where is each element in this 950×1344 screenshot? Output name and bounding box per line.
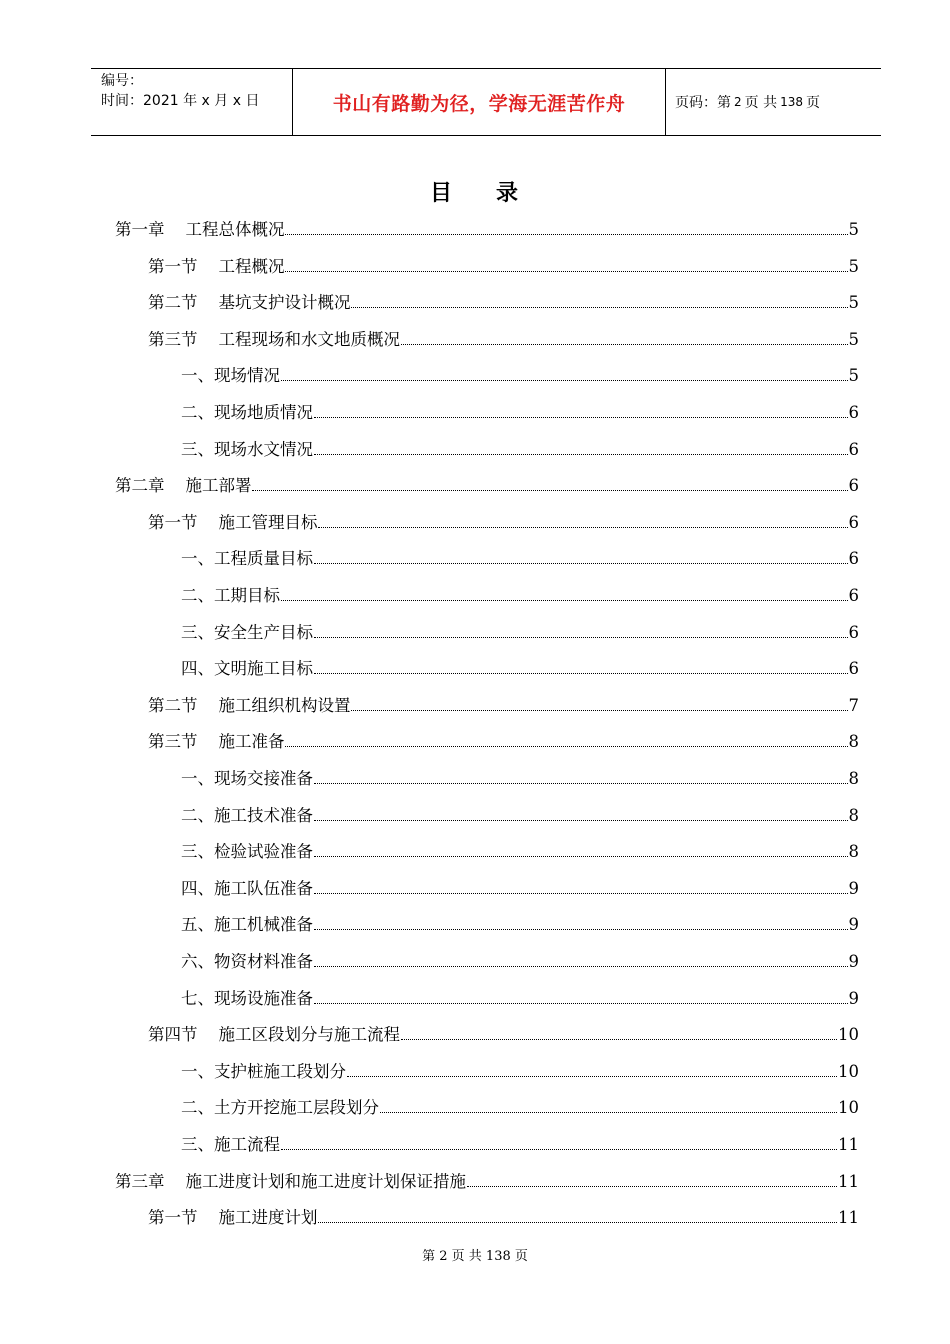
toc-entry[interactable] bbox=[148, 510, 859, 536]
toc-entry[interactable] bbox=[148, 693, 859, 719]
toc-entry-page: 10 bbox=[838, 1098, 859, 1118]
toc-entry-label: 一、现场情况 bbox=[181, 366, 280, 386]
toc-entry-page: 5 bbox=[848, 220, 859, 239]
toc-entry-page: 6 bbox=[848, 439, 859, 459]
toc-entry-page: 10 bbox=[838, 1061, 859, 1081]
toc-dot-leader bbox=[314, 1003, 848, 1004]
toc-entry-label: 四、文明施工目标 bbox=[181, 659, 313, 679]
toc-dot-leader bbox=[281, 600, 848, 601]
toc-entry-page: 7 bbox=[848, 695, 859, 715]
page-total: 138 bbox=[780, 95, 803, 109]
toc-dot-leader bbox=[314, 929, 848, 930]
toc-entry[interactable] bbox=[181, 912, 859, 938]
toc-dot-leader bbox=[285, 271, 847, 272]
toc-entry[interactable] bbox=[181, 363, 859, 389]
document-date-label: 时间：2021 年 x 月 x 日 bbox=[101, 93, 260, 109]
toc-entry-label: 二、施工技术准备 bbox=[181, 805, 313, 825]
toc-entry-page: 8 bbox=[848, 842, 859, 862]
header-motto: 书山有路勤为径，学海无涯苦作舟 bbox=[293, 69, 666, 135]
toc-dot-leader bbox=[351, 307, 847, 308]
toc-entry[interactable] bbox=[181, 766, 859, 792]
toc-entry[interactable] bbox=[181, 949, 859, 975]
toc-entry-label: 第一章 工程总体概况 bbox=[115, 220, 285, 239]
toc-entry-label: 第二章 施工部署 bbox=[115, 476, 252, 496]
toc-entry-label: 第一节 工程概况 bbox=[148, 256, 285, 276]
toc-entry-label: 第四节 施工区段划分与施工流程 bbox=[148, 1025, 400, 1045]
toc-entry[interactable] bbox=[115, 1169, 859, 1195]
toc-entry[interactable] bbox=[115, 473, 859, 499]
toc-entry-label: 二、现场地质情况 bbox=[181, 403, 313, 422]
toc-entry[interactable] bbox=[148, 254, 859, 280]
toc-entry-label: 二、土方开挖施工层段划分 bbox=[181, 1098, 379, 1118]
toc-entry-label: 一、工程质量目标 bbox=[181, 549, 313, 569]
toc-entry[interactable] bbox=[181, 839, 859, 865]
toc-dot-leader bbox=[252, 490, 847, 491]
toc-entry-page: 9 bbox=[848, 878, 859, 898]
toc-entry-label: 第一节 施工进度计划 bbox=[148, 1208, 318, 1228]
toc-entry-label: 三、施工流程 bbox=[181, 1135, 280, 1154]
toc-title bbox=[0, 176, 950, 207]
toc-entry[interactable] bbox=[148, 1022, 859, 1048]
toc-entry-page: 11 bbox=[838, 1171, 859, 1191]
toc-entry-label: 第三章 施工进度计划和施工进度计划保证措施 bbox=[115, 1171, 466, 1191]
header-page-info bbox=[666, 69, 881, 135]
toc-entry[interactable] bbox=[181, 1059, 859, 1085]
toc-title-left: 目 bbox=[429, 180, 454, 206]
toc-dot-leader bbox=[285, 234, 847, 235]
toc-entry-label: 四、施工队伍准备 bbox=[181, 878, 313, 898]
toc-dot-leader bbox=[281, 380, 848, 381]
toc-entry-label: 一、现场交接准备 bbox=[181, 769, 313, 788]
toc-entry-label: 五、施工机械准备 bbox=[181, 915, 313, 935]
toc-entry-label: 六、物资材料准备 bbox=[181, 952, 313, 971]
toc-dot-leader bbox=[467, 1186, 837, 1187]
toc-dot-leader bbox=[314, 820, 848, 821]
toc-entry[interactable] bbox=[181, 620, 859, 646]
toc-dot-leader bbox=[314, 893, 848, 894]
toc-entry-page: 5 bbox=[848, 293, 859, 313]
header-meta-cell bbox=[91, 69, 293, 135]
toc-title-right: 录 bbox=[496, 180, 521, 206]
toc-entry-label: 三、检验试验准备 bbox=[181, 842, 313, 862]
toc-entry[interactable] bbox=[181, 803, 859, 829]
toc-entry-page: 11 bbox=[838, 1208, 859, 1228]
toc-entry-label: 第三节 施工准备 bbox=[148, 732, 285, 752]
toc-entry[interactable] bbox=[181, 656, 859, 682]
toc-entry-page: 6 bbox=[848, 549, 859, 569]
toc-dot-leader bbox=[401, 1039, 837, 1040]
toc-entry-page: 11 bbox=[838, 1135, 859, 1154]
toc-entry[interactable] bbox=[181, 583, 859, 609]
toc-entry[interactable] bbox=[148, 1205, 859, 1231]
toc-entry-page: 6 bbox=[848, 622, 859, 642]
toc-entry-page: 6 bbox=[848, 476, 859, 496]
toc-dot-leader bbox=[314, 783, 848, 784]
toc-entry-label: 第二节 施工组织机构设置 bbox=[148, 695, 351, 715]
toc-dot-leader bbox=[314, 673, 848, 674]
toc-entry-page: 8 bbox=[848, 805, 859, 825]
toc-entry-page: 5 bbox=[848, 329, 859, 349]
toc-entry-page: 9 bbox=[848, 915, 859, 935]
toc-entry[interactable] bbox=[181, 1132, 859, 1158]
toc-entry-label: 一、支护桩施工段划分 bbox=[181, 1061, 346, 1081]
toc-entry[interactable] bbox=[148, 729, 859, 755]
document-header bbox=[91, 68, 881, 136]
toc-entry-page: 6 bbox=[848, 512, 859, 532]
toc-entry-label: 二、工期目标 bbox=[181, 586, 280, 605]
toc-dot-leader bbox=[318, 527, 847, 528]
toc-dot-leader bbox=[318, 1222, 837, 1223]
document-number-label: 编号： bbox=[101, 73, 143, 89]
toc-entry[interactable] bbox=[148, 327, 859, 353]
page-footer: 第 2 页 共 138 页 bbox=[422, 1249, 528, 1264]
toc-dot-leader bbox=[281, 1149, 837, 1150]
toc-entry-label: 第一节 施工管理目标 bbox=[148, 512, 318, 532]
toc-entry-page: 5 bbox=[848, 366, 859, 386]
toc-dot-leader bbox=[314, 563, 848, 564]
toc-entry-page: 5 bbox=[848, 256, 859, 276]
toc-entry-page: 9 bbox=[848, 988, 859, 1008]
toc-entry-page: 10 bbox=[838, 1025, 859, 1045]
toc-entry-label: 七、现场设施准备 bbox=[181, 988, 313, 1008]
toc-entry-label: 第三节 工程现场和水文地质概况 bbox=[148, 329, 400, 349]
toc-entry[interactable] bbox=[181, 400, 859, 426]
toc-entry-page: 6 bbox=[848, 403, 859, 422]
toc-entry-page: 8 bbox=[848, 732, 859, 752]
toc-dot-leader bbox=[314, 417, 848, 418]
toc-entry-page: 6 bbox=[848, 659, 859, 679]
toc-entry[interactable] bbox=[115, 217, 859, 243]
toc-entry-page: 6 bbox=[848, 586, 859, 605]
toc-dot-leader bbox=[401, 344, 848, 345]
toc-dot-leader bbox=[314, 966, 848, 967]
toc-entry[interactable] bbox=[148, 290, 859, 316]
toc-dot-leader bbox=[380, 1112, 837, 1113]
toc-entry[interactable] bbox=[181, 546, 859, 572]
toc-dot-leader bbox=[285, 746, 847, 747]
toc-dot-leader bbox=[347, 1076, 837, 1077]
toc-entry[interactable] bbox=[181, 986, 859, 1012]
toc-entry[interactable] bbox=[181, 876, 859, 902]
page-mid: 页 共 bbox=[744, 95, 778, 111]
toc-dot-leader bbox=[351, 710, 847, 711]
toc-entry-label: 三、现场水文情况 bbox=[181, 439, 313, 459]
toc-entry-label: 第二节 基坑支护设计概况 bbox=[148, 293, 351, 313]
page-number: 2 bbox=[734, 95, 742, 109]
toc-dot-leader bbox=[314, 454, 848, 455]
toc-dot-leader bbox=[314, 856, 848, 857]
toc-entry-label: 三、安全生产目标 bbox=[181, 622, 313, 642]
toc-entry-page: 8 bbox=[848, 769, 859, 788]
toc-entry-page: 9 bbox=[848, 952, 859, 971]
page-prefix: 页码：第 bbox=[675, 95, 731, 111]
toc-entry[interactable] bbox=[181, 1095, 859, 1121]
toc-dot-leader bbox=[314, 637, 848, 638]
toc-entry[interactable] bbox=[181, 437, 859, 463]
page-suffix: 页 bbox=[806, 95, 820, 111]
